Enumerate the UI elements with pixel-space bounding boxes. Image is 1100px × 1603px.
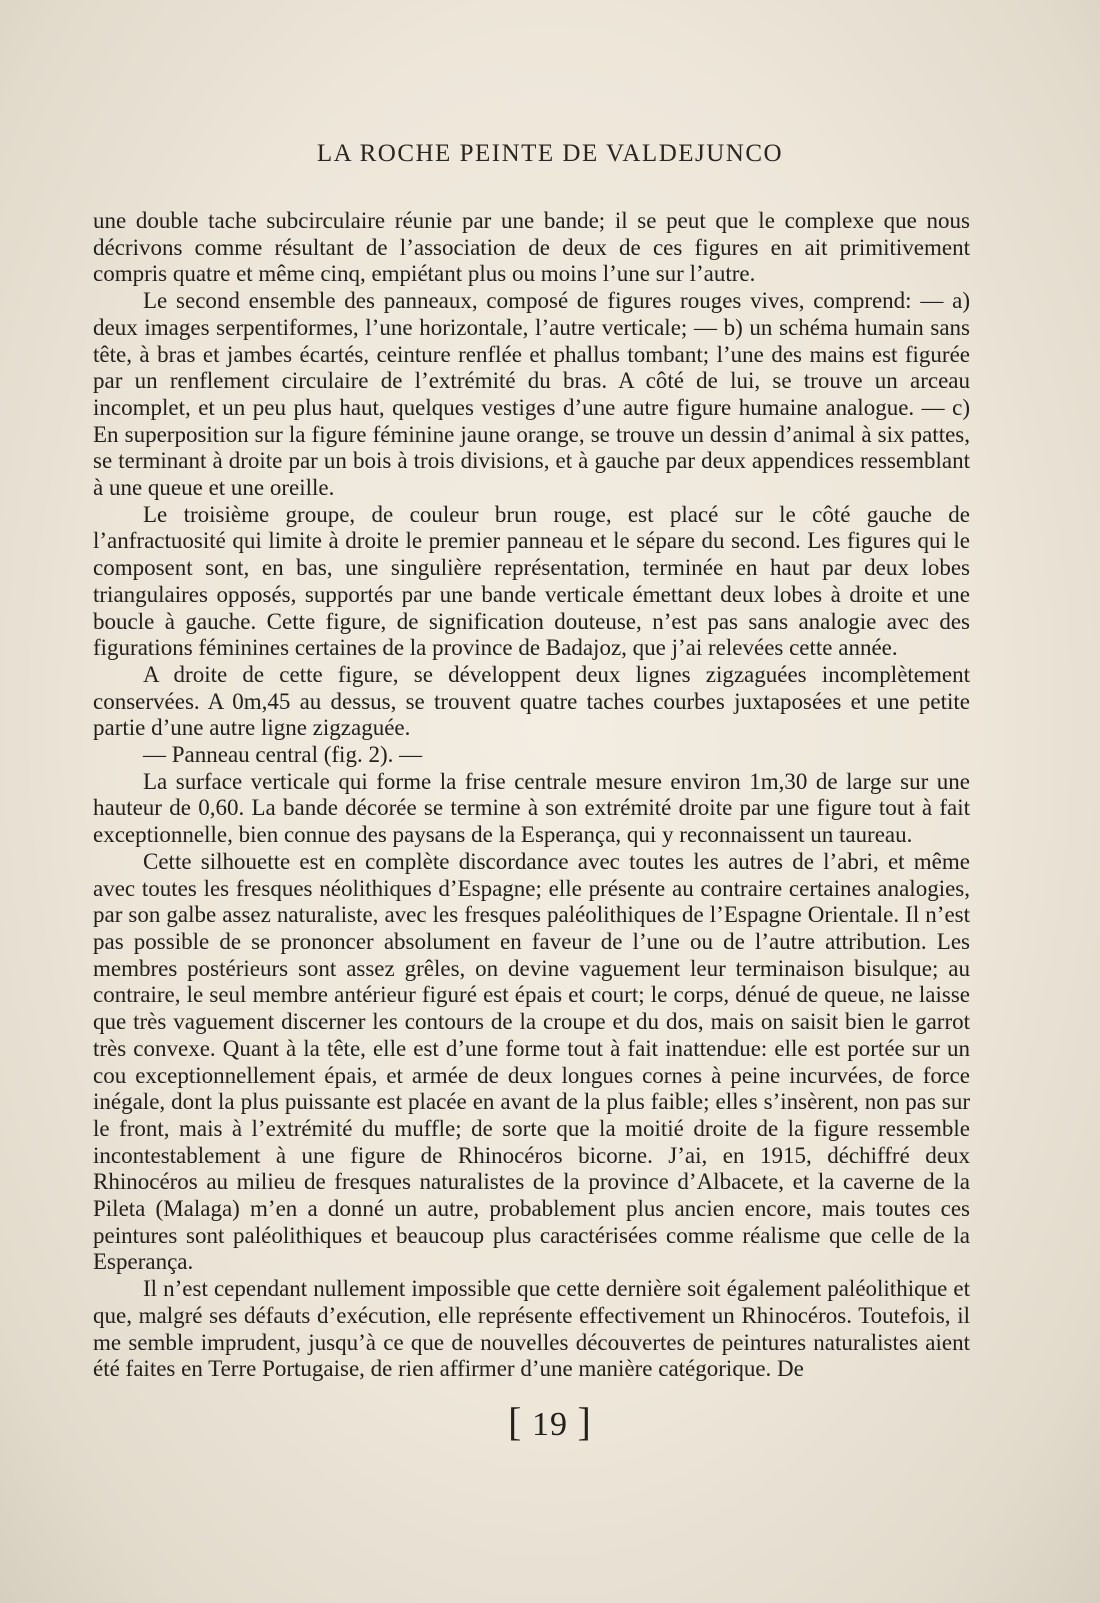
- page-number-open-bracket: [: [508, 1399, 523, 1444]
- running-head: LA ROCHE PEINTE DE VALDEJUNCO: [316, 140, 784, 167]
- paragraph: Le troisième groupe, de couleur brun rouge, est placé sur le côté gauche de l’anfractuosité qui limite à droite le premier panneau et le sépare du second. Les figures qui le composent sont, en bas, une singulière représentation, terminée en haut par deux lobes triangulaires opposés, supportés par une bande verticale émettant deux lobes à droite et une boucle à gauche. Cette figure, de signification douteuse, n’est pas sans analogie avec des figurations féminines certaines de la province de Badajoz, que j’ai relevées cette année.: [93, 501, 970, 661]
- section-heading: — Panneau central (fig. 2). —: [143, 742, 423, 768]
- page-number-close-bracket: ]: [577, 1399, 592, 1444]
- paragraph: une double tache subcirculaire réunie par une bande; il se peut que le complexe que nous décrivons comme résultant de l’association de deux de ces figures en ait primitivement compris quatre et même cinq, empiétant plus ou moins l’une sur l’autre.: [93, 208, 970, 287]
- body-text: [93, 208, 970, 1383]
- page-number: [0, 1398, 1100, 1445]
- paragraph: Il n’est cependant nullement impossible que cette dernière soit également paléolithique et que, malgré ses défauts d’exécution, elle représente effectivement un Rhinocéros. Toutefois, il me semble imprudent, jusqu’à ce que de nouvelles découvertes de peintures naturalistes aient été faites en Terre Portugaise, de rien affirmer d’une manière catégorique. De: [93, 1276, 970, 1382]
- paragraph: A droite de cette figure, se développent deux lignes zigzaguées incomplètement conservées. A 0m,45 au dessus, se trouvent quatre taches courbes juxtaposées et une petite partie d’une autre ligne zigzaguée.: [93, 661, 970, 741]
- paragraph: La surface verticale qui forme la frise centrale mesure environ 1m,30 de large sur une hauteur de 0,60. La bande décorée se termine à son extrémité droite par une figure tout à fait exceptionnelle, bien connue des paysans de la Esperança, qui y reconnaissent un taureau.: [93, 768, 970, 848]
- paragraph: Le second ensemble des panneaux, composé de figures rouges vives, comprend: — a) deux images serpentiformes, l’une horizontale, l’autre verticale; — b) un schéma humain sans tête, à bras et jambes écartés, ceinture renflée et phallus tombant; l’une des mains est figurée par un renflement circulaire de l’extrémité du bras. A côté de lui, se trouve un arceau incomplet, et un peu plus haut, quelques vestiges d’une autre figure humaine analogue. — c) En superposition sur la figure féminine jaune orange, se trouve un dessin d’animal à six pattes, se terminant à droite par un bois à trois divisions, et à gauche par deux appendices ressemblant à une queue et une oreille.: [93, 288, 970, 501]
- page-number-value: 19: [532, 1406, 568, 1443]
- paragraph: Cette silhouette est en complète discordance avec toutes les autres de l’abri, et même avec toutes les fresques néolithiques d’Espagne; elle présente au contraire certaines analogies, par son galbe assez naturaliste, avec les fresques paléolithiques de l’Espagne Orientale. Il n’est pas possible de se prononcer absolument en faveur de l’une ou de l’autre attribution. Les membres postérieurs sont assez grêles, on devine vaguement leur terminaison bisulque; au contraire, le seul membre antérieur figuré est épais et court; le corps, dénué de queue, ne laisse que très vaguement discerner les contours de la croupe et du dos, mais on saisit bien le garrot très convexe. Quant à la tête, elle est d’une forme tout à fait inattendue: elle est portée sur un cou exceptionnellement épais, et armée de deux longues cornes à peine incurvées, de force inégale, dont la plus puissante est placée en avant de la plus faible; elles s’insèrent, non pas sur le front, mais à l’extrémité du muffle; de sorte que la moitié droite de la figure ressemble incontestablement à une figure de Rhinocéros bicorne. J’ai, en 1915, déchiffré deux Rhinocéros au milieu de fresques naturalistes de la province d’Albacete, et la caverne de la Pileta (Malaga) m’en a donné un autre, probablement plus ancien encore, mais toutes ces peintures sont paléolithiques et beaucoup plus caractérisées comme réalisme que celle de la Esperança.: [93, 848, 970, 1275]
